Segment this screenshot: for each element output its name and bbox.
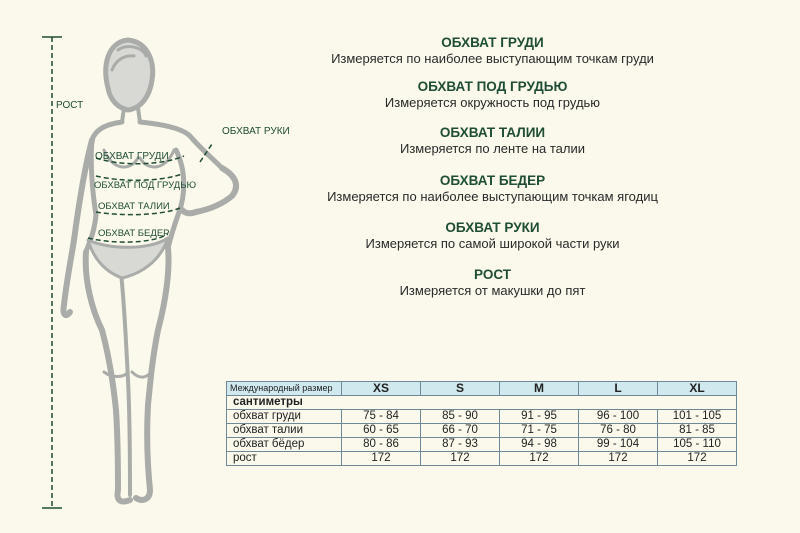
description-text: Измеряется по наиболее выступающим точкам груди (331, 51, 654, 66)
table-cell: 80 - 86 (342, 438, 421, 452)
table-cell: 85 - 90 (421, 410, 500, 424)
size-xl: XL (658, 382, 737, 396)
table-cell: 66 - 70 (421, 424, 500, 438)
description-title: ОБХВАТ ПОД ГРУДЬЮ (417, 79, 568, 94)
table-row (227, 438, 737, 452)
table-row (227, 410, 737, 424)
table-cell: 172 (421, 452, 500, 466)
size-chart-table (226, 381, 737, 466)
description-text: Измеряется по наиболее выступающим точкам ягодиц (327, 189, 658, 204)
size-header-row (227, 382, 737, 396)
table-cell: 105 - 110 (658, 438, 737, 452)
table-row (227, 424, 737, 438)
table-cell: 172 (500, 452, 579, 466)
table-cell: 172 (342, 452, 421, 466)
table-cell: 101 - 105 (658, 410, 737, 424)
description-arm (300, 220, 685, 252)
international-size-label: Международный размер (227, 382, 342, 396)
description-text: Измеряется по самой широкой части руки (365, 236, 620, 251)
hips-label: ОБХВАТ БЕДЕР (98, 228, 170, 239)
table-cell: 91 - 95 (500, 410, 579, 424)
underbust-label: ОБХВАТ ПОД ГРУДЬЮ (94, 180, 197, 191)
description-hips (300, 173, 685, 205)
table-cell: 96 - 100 (579, 410, 658, 424)
description-underbust (300, 79, 685, 111)
table-cell: 71 - 75 (500, 424, 579, 438)
description-waist (300, 125, 685, 157)
description-height (300, 267, 685, 299)
waist-label: ОБХВАТ ТАЛИИ (98, 201, 170, 212)
table-cell: 172 (579, 452, 658, 466)
row-label-waist: обхват талии (227, 424, 342, 438)
description-title: ОБХВАТ ГРУДИ (441, 35, 544, 50)
table-cell: 172 (658, 452, 737, 466)
description-text: Измеряется по ленте на талии (399, 141, 586, 156)
table-cell: 99 - 104 (579, 438, 658, 452)
table-cell: 81 - 85 (658, 424, 737, 438)
table-cell: 87 - 93 (421, 438, 500, 452)
description-title: РОСТ (474, 267, 511, 282)
description-title: ОБХВАТ БЕДЕР (439, 173, 546, 188)
table-cell: 60 - 65 (342, 424, 421, 438)
size-m: M (500, 382, 579, 396)
description-title: ОБХВАТ РУКИ (445, 220, 540, 235)
arm-label: ОБХВАТ РУКИ (222, 126, 290, 137)
table-cell: 76 - 80 (579, 424, 658, 438)
table-cell: 94 - 98 (500, 438, 579, 452)
size-xs: XS (342, 382, 421, 396)
figure-outline (63, 40, 236, 502)
row-label-hips: обхват бёдер (227, 438, 342, 452)
description-bust (300, 35, 685, 67)
bust-label: ОБХВАТ ГРУДИ (95, 151, 169, 162)
units-row (227, 396, 737, 410)
table-row (227, 452, 737, 466)
units-label: сантиметры (227, 396, 342, 410)
table-cell: 75 - 84 (342, 410, 421, 424)
height-label: РОСТ (56, 100, 84, 111)
size-l: L (579, 382, 658, 396)
size-s: S (421, 382, 500, 396)
description-title: ОБХВАТ ТАЛИИ (439, 125, 546, 140)
description-text: Измеряется окружность под грудью (384, 95, 601, 110)
row-label-height: рост (227, 452, 342, 466)
row-label-bust: обхват груди (227, 410, 342, 424)
description-text: Измеряется от макушки до пят (399, 283, 586, 298)
